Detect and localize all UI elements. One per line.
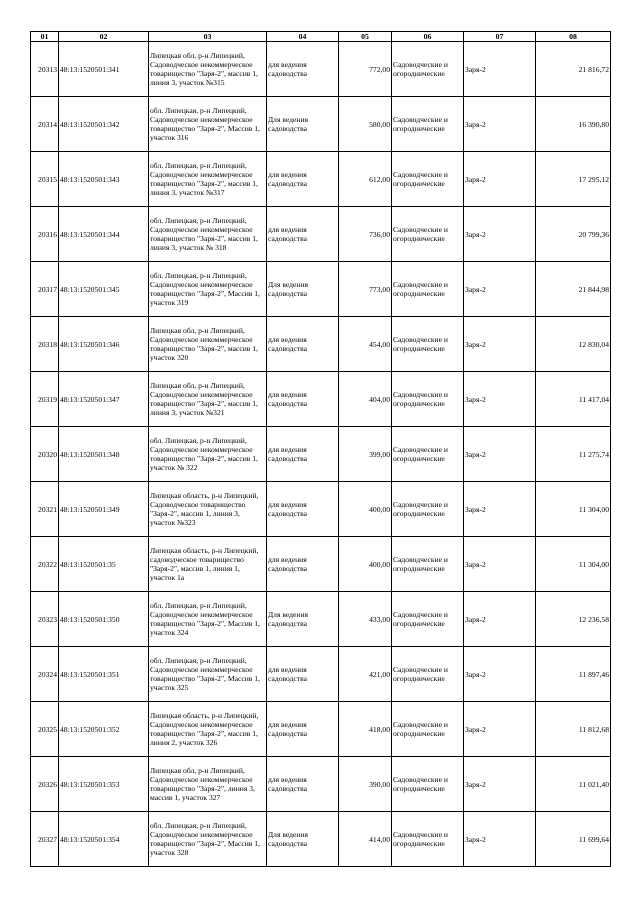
address-cell	[149, 592, 267, 647]
permitted-use-cell: для ведения садоводства	[267, 702, 339, 757]
land-category-cell: Садоводческие и огороднические	[392, 42, 464, 97]
cadastral-number-cell: 48:13:1520501:347	[59, 372, 149, 427]
settlement-name-cell: Заря-2	[464, 482, 536, 537]
land-category-cell: Садоводческие и огороднические	[392, 427, 464, 482]
table-row	[31, 702, 611, 757]
address-text: Липецкая обл, р-н Липецкий, Садоводческое некоммерческое товарищество "Заря-2", массив 1, линия 3, участок №315	[150, 50, 258, 88]
settlement-name-cell: Заря-2	[464, 317, 536, 372]
column-header-06: 06	[392, 32, 464, 42]
address-text: обл. Липецкая, р-н Липецкий, Садоводческое некоммерческое товарищество "Заря-2", Массив 1, участок 328	[150, 820, 260, 858]
settlement-name-cell: Заря-2	[464, 152, 536, 207]
cadastral-value-cell: 11 275,74	[536, 427, 611, 482]
land-category-cell: Садоводческие и огороднические	[392, 482, 464, 537]
land-category-cell: Садоводческие и огороднические	[392, 262, 464, 317]
address-text: обл. Липецкая, р-н Липецкий, Садоводческое некоммерческое товарищество "Заря-2", Массив 1, участок 316	[150, 105, 260, 143]
row-number-cell: 20327	[31, 812, 59, 867]
address-text: обл. Липецкая, р-н Липецкий, Садоводческое некоммерческое товарищество "Заря-2", массив 1, линия 3, участок № 318	[150, 215, 258, 253]
area-cell: 433,00	[339, 592, 392, 647]
row-number-cell: 20315	[31, 152, 59, 207]
table-row	[31, 757, 611, 812]
land-registry-table	[30, 31, 611, 867]
land-category-cell: Садоводческие и огороднические	[392, 537, 464, 592]
address-cell	[149, 97, 267, 152]
cadastral-value-cell: 17 295,12	[536, 152, 611, 207]
address-cell	[149, 427, 267, 482]
table-body	[31, 42, 611, 867]
cadastral-number-cell: 48:13:1520501:35	[59, 537, 149, 592]
table-row	[31, 427, 611, 482]
cadastral-number-cell: 48:13:1520501:354	[59, 812, 149, 867]
area-cell: 414,00	[339, 812, 392, 867]
cadastral-value-cell: 11 897,46	[536, 647, 611, 702]
row-number-cell: 20322	[31, 537, 59, 592]
table-row	[31, 592, 611, 647]
table-row	[31, 647, 611, 702]
settlement-name-cell: Заря-2	[464, 262, 536, 317]
land-category-cell: Садоводческие и огороднические	[392, 647, 464, 702]
area-cell: 400,00	[339, 537, 392, 592]
permitted-use-cell: Для ведения садоводства	[267, 262, 339, 317]
settlement-name-cell: Заря-2	[464, 812, 536, 867]
table-row	[31, 262, 611, 317]
column-header-08: 08	[536, 32, 611, 42]
address-text: обл. Липецкая, р-н Липецкий, Садоводческое некоммерческое товарищество "Заря-2", Массив 1, участок 324	[150, 600, 260, 638]
land-category-cell: Садоводческие и огороднические	[392, 702, 464, 757]
address-cell	[149, 42, 267, 97]
permitted-use-cell: для ведения садоводства	[267, 757, 339, 812]
settlement-name-cell: Заря-2	[464, 537, 536, 592]
cadastral-value-cell: 11 699,64	[536, 812, 611, 867]
land-category-cell: Садоводческие и огороднические	[392, 812, 464, 867]
address-text: Липецкая область, р-н Липецкий, Садоводческое некоммерческое товарищество "Заря-2", массив 1, линия 2, участок 326	[150, 710, 259, 748]
area-cell: 454,00	[339, 317, 392, 372]
address-text: Липецкая обл, р-н Липецкий, Садоводческое некоммерческое товарищество "Заря-2", массив 1, линия 3, участок №321	[150, 380, 258, 418]
address-cell	[149, 372, 267, 427]
permitted-use-cell: для ведения садоводства	[267, 647, 339, 702]
cadastral-number-cell: 48:13:1520501:342	[59, 97, 149, 152]
table-row	[31, 482, 611, 537]
permitted-use-cell: Для ведения садоводства	[267, 97, 339, 152]
land-category-cell: Садоводческие и огороднические	[392, 317, 464, 372]
area-cell: 399,00	[339, 427, 392, 482]
column-header-03: 03	[149, 32, 267, 42]
permitted-use-cell: для ведения садоводства	[267, 42, 339, 97]
row-number-cell: 20313	[31, 42, 59, 97]
permitted-use-cell: для ведения садоводства	[267, 537, 339, 592]
land-category-cell: Садоводческие и огороднические	[392, 207, 464, 262]
cadastral-value-cell: 20 799,36	[536, 207, 611, 262]
area-cell: 418,00	[339, 702, 392, 757]
cadastral-value-cell: 21 844,98	[536, 262, 611, 317]
cadastral-number-cell: 48:13:1520501:341	[59, 42, 149, 97]
address-cell	[149, 757, 267, 812]
column-header-07: 07	[464, 32, 536, 42]
permitted-use-cell: для ведения садоводства	[267, 207, 339, 262]
permitted-use-cell: для ведения садоводства	[267, 152, 339, 207]
column-header-02: 02	[59, 32, 149, 42]
settlement-name-cell: Заря-2	[464, 702, 536, 757]
settlement-name-cell: Заря-2	[464, 647, 536, 702]
address-text: обл. Липецкая, р-н Липецкий, Садоводческое некоммерческое товарищество "Заря-2", массив 1, линия 3, участок №317	[150, 160, 258, 198]
table-row	[31, 207, 611, 262]
row-number-cell: 20324	[31, 647, 59, 702]
cadastral-value-cell: 11 021,40	[536, 757, 611, 812]
row-number-cell: 20319	[31, 372, 59, 427]
area-cell: 772,00	[339, 42, 392, 97]
cadastral-value-cell: 12 830,04	[536, 317, 611, 372]
row-number-cell: 20325	[31, 702, 59, 757]
cadastral-number-cell: 48:13:1520501:348	[59, 427, 149, 482]
row-number-cell: 20316	[31, 207, 59, 262]
address-cell	[149, 317, 267, 372]
cadastral-number-cell: 48:13:1520501:345	[59, 262, 149, 317]
table-row	[31, 152, 611, 207]
table-row	[31, 372, 611, 427]
area-cell: 390,00	[339, 757, 392, 812]
land-category-cell: Садоводческие и огороднические	[392, 592, 464, 647]
settlement-name-cell: Заря-2	[464, 372, 536, 427]
permitted-use-cell: для ведения садоводства	[267, 317, 339, 372]
area-cell: 580,00	[339, 97, 392, 152]
permitted-use-cell: для ведения садоводства	[267, 482, 339, 537]
row-number-cell: 20314	[31, 97, 59, 152]
cadastral-number-cell: 48:13:1520501:344	[59, 207, 149, 262]
address-text: Липецкая обл, р-н Липецкий, Садоводческое некоммерческое товарищество "Заря-2", массив 1, участок 320	[150, 325, 258, 363]
column-header-04: 04	[267, 32, 339, 42]
cadastral-value-cell: 11 812,68	[536, 702, 611, 757]
area-cell: 421,00	[339, 647, 392, 702]
cadastral-value-cell: 11 417,04	[536, 372, 611, 427]
settlement-name-cell: Заря-2	[464, 207, 536, 262]
permitted-use-cell: Для ведения садоводства	[267, 592, 339, 647]
table-row	[31, 537, 611, 592]
address-cell	[149, 812, 267, 867]
cadastral-value-cell: 11 304,00	[536, 482, 611, 537]
table-row	[31, 97, 611, 152]
address-cell	[149, 537, 267, 592]
permitted-use-cell: для ведения садоводства	[267, 372, 339, 427]
land-category-cell: Садоводческие и огороднические	[392, 97, 464, 152]
address-cell	[149, 702, 267, 757]
column-header-01: 01	[31, 32, 59, 42]
row-number-cell: 20318	[31, 317, 59, 372]
row-number-cell: 20320	[31, 427, 59, 482]
cadastral-value-cell: 21 816,72	[536, 42, 611, 97]
address-text: обл. Липецкая, р-н Липецкий, Садоводческое некоммерческое товарищество "Заря-2", Массив 1, участок 325	[150, 655, 260, 693]
address-cell	[149, 152, 267, 207]
cadastral-number-cell: 48:13:1520501:346	[59, 317, 149, 372]
permitted-use-cell: для ведения садоводства	[267, 427, 339, 482]
table-row	[31, 42, 611, 97]
settlement-name-cell: Заря-2	[464, 97, 536, 152]
row-number-cell: 20326	[31, 757, 59, 812]
cadastral-value-cell: 16 390,80	[536, 97, 611, 152]
address-cell	[149, 262, 267, 317]
column-header-05: 05	[339, 32, 392, 42]
address-cell	[149, 647, 267, 702]
land-category-cell: Садоводческие и огороднические	[392, 152, 464, 207]
settlement-name-cell: Заря-2	[464, 592, 536, 647]
area-cell: 736,00	[339, 207, 392, 262]
row-number-cell: 20323	[31, 592, 59, 647]
land-category-cell: Садоводческие и огороднические	[392, 757, 464, 812]
cadastral-value-cell: 12 236,58	[536, 592, 611, 647]
area-cell: 612,00	[339, 152, 392, 207]
cadastral-number-cell: 48:13:1520501:351	[59, 647, 149, 702]
address-cell	[149, 482, 267, 537]
settlement-name-cell: Заря-2	[464, 757, 536, 812]
row-number-cell: 20317	[31, 262, 59, 317]
row-number-cell: 20321	[31, 482, 59, 537]
cadastral-value-cell: 11 304,00	[536, 537, 611, 592]
land-category-cell: Садоводческие и огороднические	[392, 372, 464, 427]
address-text: обл. Липецкая, р-н Липецкий, Садоводческое некоммерческое товарищество "Заря-2", массив 1, участок № 322	[150, 435, 258, 473]
cadastral-number-cell: 48:13:1520501:349	[59, 482, 149, 537]
table-row	[31, 317, 611, 372]
area-cell: 404,00	[339, 372, 392, 427]
cadastral-number-cell: 48:13:1520501:343	[59, 152, 149, 207]
settlement-name-cell: Заря-2	[464, 427, 536, 482]
cadastral-number-cell: 48:13:1520501:352	[59, 702, 149, 757]
address-text: Липецкая область, р-н Липецкий, садоводческое товарищество "Заря-2", массив 1, линия 1, участок 1а	[150, 545, 259, 583]
area-cell: 400,00	[339, 482, 392, 537]
address-text: обл. Липецкая, р-н Липецкий, Садоводческое некоммерческое товарищество "Заря-2", Массив 1, участок 319	[150, 270, 260, 308]
cadastral-number-cell: 48:13:1520501:353	[59, 757, 149, 812]
permitted-use-cell: Для ведения садоводства	[267, 812, 339, 867]
address-text: Липецкая обл, р-н Липецкий, Садоводческое некоммерческое товарищество "Заря-2", линия 3, массив 1, участок 327	[150, 765, 255, 803]
table-row	[31, 812, 611, 867]
address-text: Липецкая область, р-н Липецкий, Садоводческое товарищество "Заря-2", массив 1, линия 3, участок №323	[150, 490, 259, 528]
cadastral-number-cell: 48:13:1520501:350	[59, 592, 149, 647]
header-row	[31, 32, 611, 42]
settlement-name-cell: Заря-2	[464, 42, 536, 97]
area-cell: 773,00	[339, 262, 392, 317]
address-cell	[149, 207, 267, 262]
